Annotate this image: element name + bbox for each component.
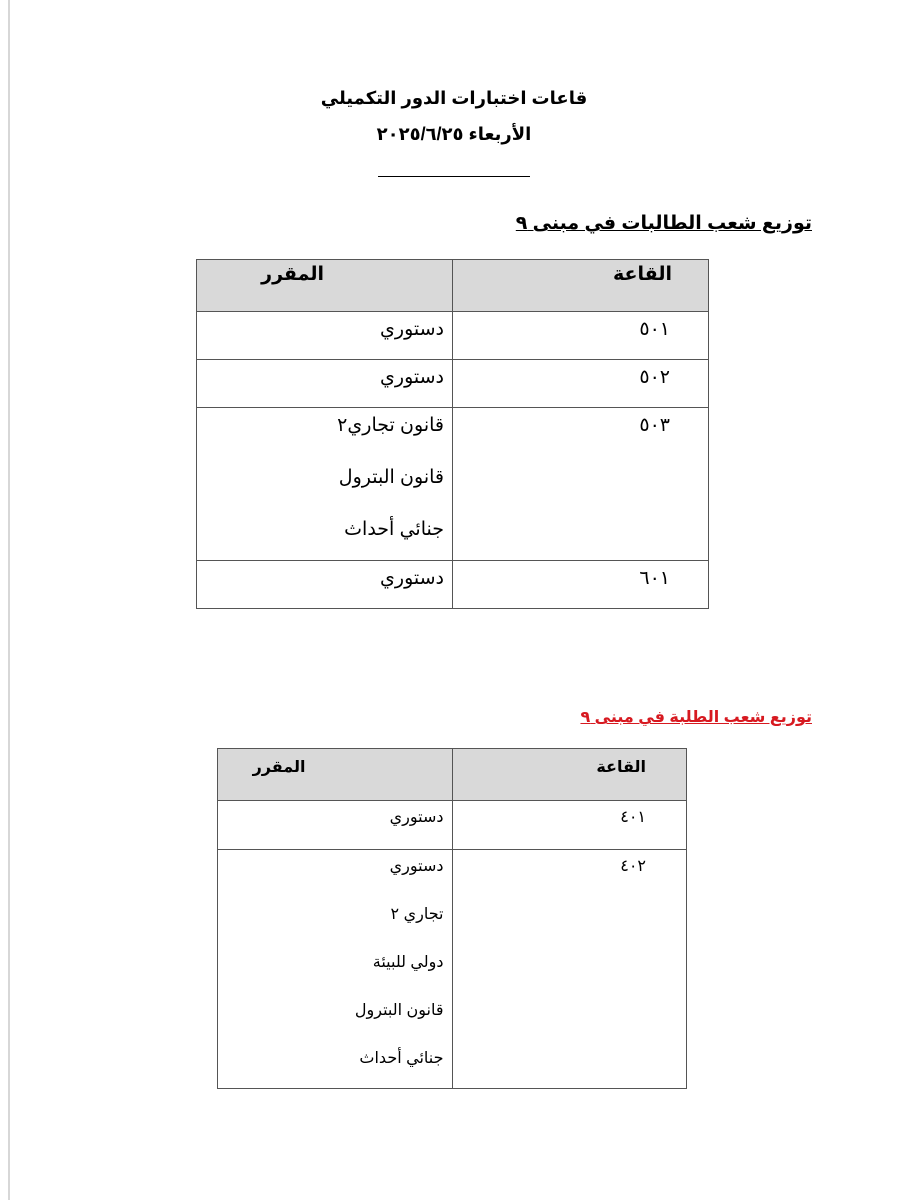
hall-number: ٦٠١ <box>453 561 709 609</box>
document-title: قاعات اختبارات الدور التكميلي <box>320 88 588 108</box>
course-cell <box>197 312 453 360</box>
table-row <box>197 312 709 360</box>
course-cell <box>197 561 453 609</box>
course-name: دولي للبيئة <box>372 954 444 971</box>
hall-number: ٥٠١ <box>453 312 709 360</box>
table-header-row <box>218 749 687 801</box>
course-cell <box>197 360 453 408</box>
course-cell <box>218 801 453 850</box>
hall-number: ٤٠١ <box>452 801 687 850</box>
exam-date: الأربعاء ٢٠٢٥/٦/٢٥ <box>376 124 532 144</box>
male-halls-table <box>217 748 687 1089</box>
course-cell <box>197 408 453 561</box>
hall-column-header: القاعة <box>453 260 709 312</box>
female-section-heading: توزيع شعب الطالبات في مبنى ٩ <box>515 213 812 234</box>
course-name: دستوري <box>389 858 444 875</box>
course-name: دستوري <box>380 367 444 388</box>
course-column-header: المقرر <box>218 749 453 801</box>
table-row <box>218 850 687 1089</box>
hall-column-header: القاعة <box>452 749 687 801</box>
course-name: تجاري ٢ <box>390 906 444 923</box>
course-name: دستوري <box>389 809 444 826</box>
title-underline <box>378 176 530 177</box>
hall-number: ٥٠٢ <box>453 360 709 408</box>
course-name: قانون البترول <box>354 1002 444 1019</box>
course-name: قانون البترول <box>338 467 444 488</box>
table-row <box>218 801 687 850</box>
table-header-row <box>197 260 709 312</box>
course-name: دستوري <box>380 319 444 340</box>
female-halls-table <box>196 259 709 609</box>
course-name: قانون تجاري٢ <box>337 415 444 436</box>
male-section-heading: توزيع شعب الطلبة في مبنى ٩ <box>580 709 812 726</box>
table-row <box>197 408 709 561</box>
course-column-header: المقرر <box>197 260 453 312</box>
table-row <box>197 561 709 609</box>
page-edge <box>8 0 10 1200</box>
course-name: جنائي أحداث <box>344 519 444 540</box>
course-name: دستوري <box>380 568 444 589</box>
table-row <box>197 360 709 408</box>
course-name: جنائي أحداث <box>359 1050 444 1067</box>
hall-number: ٥٠٣ <box>453 408 709 561</box>
hall-number: ٤٠٢ <box>452 850 687 1089</box>
course-cell <box>218 850 453 1089</box>
